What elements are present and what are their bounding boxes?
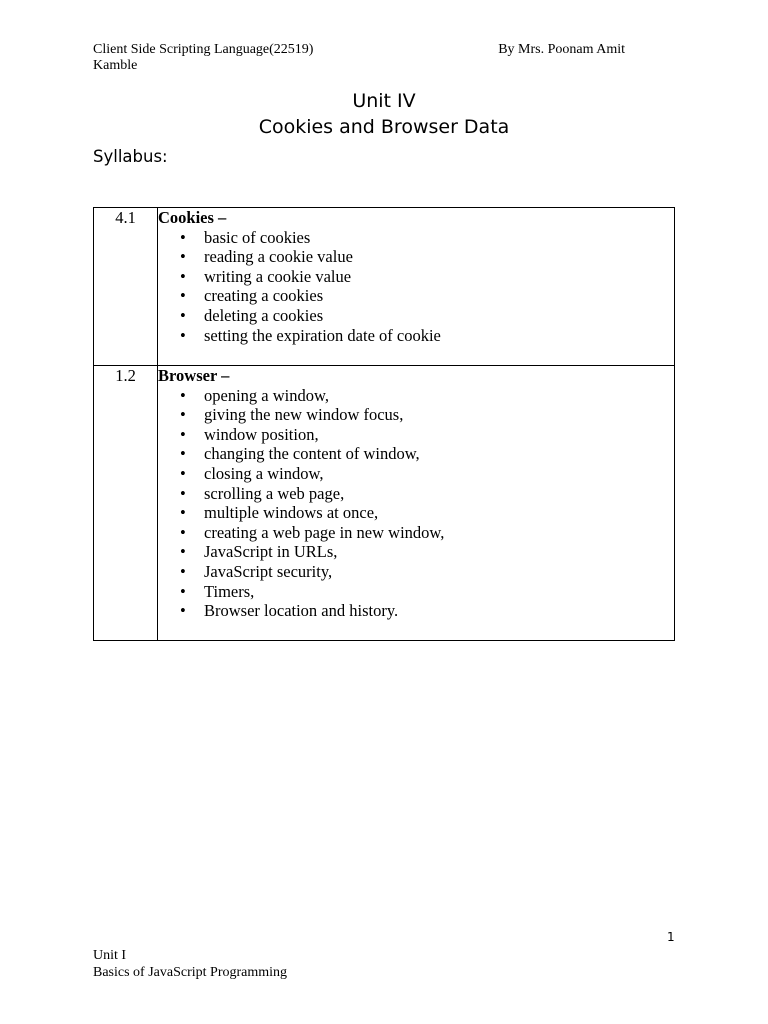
section-content bbox=[158, 208, 675, 366]
list-item: • reading a cookie value bbox=[204, 247, 674, 267]
unit-title: Unit IV bbox=[352, 90, 416, 112]
footer-unit-title: Basics of JavaScript Programming bbox=[93, 965, 288, 980]
list-item: • JavaScript in URLs, bbox=[204, 542, 674, 562]
list-item: • closing a window, bbox=[204, 464, 674, 484]
list-item: • Timers, bbox=[204, 582, 674, 602]
list-item: • giving the new window focus, bbox=[204, 405, 674, 425]
list-item: • creating a web page in new window, bbox=[204, 523, 674, 543]
table-row bbox=[94, 208, 675, 366]
topic-list bbox=[158, 228, 674, 346]
syllabus-label: Syllabus: bbox=[93, 147, 168, 166]
section-heading: Browser – bbox=[158, 366, 230, 385]
footer-unit: Unit I bbox=[93, 948, 127, 963]
table-row bbox=[94, 366, 675, 641]
list-item: • setting the expiration date of cookie bbox=[204, 326, 674, 346]
section-heading: Cookies – bbox=[158, 208, 227, 227]
section-content bbox=[158, 366, 675, 641]
list-item: • Browser location and history. bbox=[204, 601, 674, 621]
list-item: • writing a cookie value bbox=[204, 267, 674, 287]
course-title: Client Side Scripting Language(22519) bbox=[93, 42, 314, 57]
topic-list bbox=[158, 386, 674, 621]
page-number: 1 bbox=[667, 930, 675, 944]
list-item: • creating a cookies bbox=[204, 286, 674, 306]
section-number: 4.1 bbox=[94, 208, 158, 366]
list-item: • scrolling a web page, bbox=[204, 484, 674, 504]
syllabus-table bbox=[93, 207, 675, 641]
list-item: • changing the content of window, bbox=[204, 444, 674, 464]
list-item: • basic of cookies bbox=[204, 228, 674, 248]
page-footer bbox=[93, 947, 287, 981]
list-item: • window position, bbox=[204, 425, 674, 445]
document-title bbox=[0, 88, 768, 140]
list-item: • opening a window, bbox=[204, 386, 674, 406]
list-item: • deleting a cookies bbox=[204, 306, 674, 326]
page-header bbox=[93, 42, 633, 74]
list-item: • JavaScript security, bbox=[204, 562, 674, 582]
section-number: 1.2 bbox=[94, 366, 158, 641]
unit-topic: Cookies and Browser Data bbox=[258, 116, 510, 138]
author-name: By Mrs. Poonam Amit bbox=[498, 42, 625, 57]
author-name-continued: Kamble bbox=[93, 58, 138, 73]
list-item: • multiple windows at once, bbox=[204, 503, 674, 523]
